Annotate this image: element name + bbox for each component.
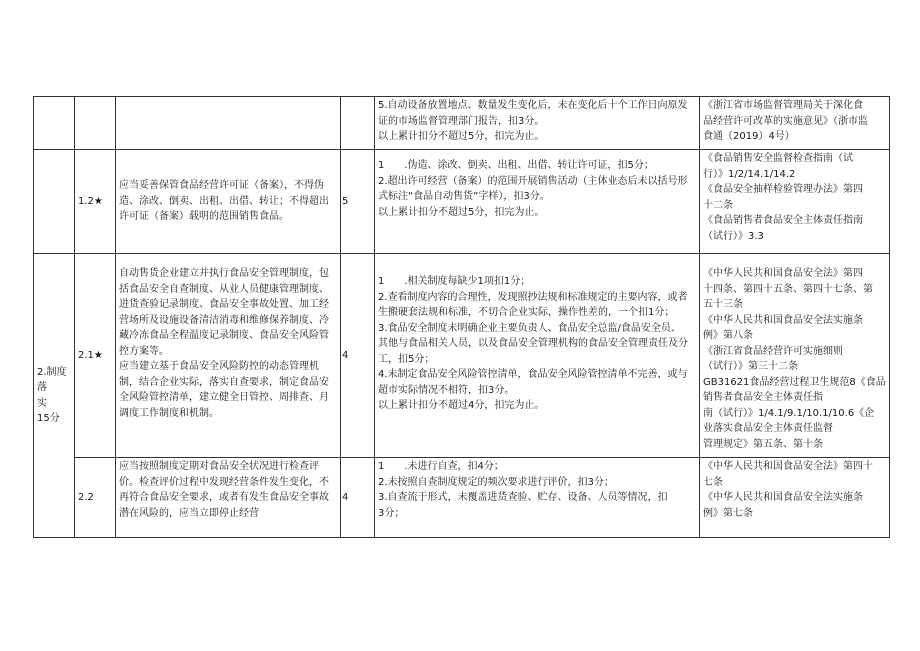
criteria-line: 价。检查评价过程中发现经营条件发生变化，不 [119,476,329,488]
criteria-line: 应当按照制度定期对食品安全状况进行检查评 [119,461,319,472]
criteria-line: 制，结合企业实际，落实自查要求，制定食品安 [119,376,329,388]
score-cell [341,458,375,538]
rule-line: 2.查看制度内容的合理性，发现照抄法规和标准规定的主要内容，或者 [378,291,688,303]
criteria-cell [116,97,341,150]
basis-line: 行）》1/2/14.1/14.2 [703,168,796,180]
basis-line: 《食品销售安全监督检查指南（试 [703,153,853,164]
basis-line: 七条 [703,476,723,488]
deduction-rules-cell [375,458,700,538]
basis-line: 南（试行）》1/4.1/9.1/10.1/10.6《企 [703,407,875,419]
criteria-line: 全风险管控清单，建立健全日管控、周排查、月 [119,392,329,403]
criteria-line: 应当妥善保管食品经营许可证（备案），不得伪 [119,180,324,192]
table-row [34,150,890,254]
item-number: 2.1★ [78,349,103,361]
legal-basis-cell [700,97,890,150]
criteria-cell [116,254,341,458]
basis-line: 《中华人民共和国食品安全法实施条 [703,492,863,503]
legal-basis-cell [700,150,890,254]
criteria-line: 自动售货企业建立并执行食品安全管理制度，包 [119,268,329,279]
score-value: 4 [342,349,349,361]
basis-line: 《中华人民共和国食品安全法》第四 [703,268,863,279]
basis-line: 食通（2019）4号） [703,131,795,142]
criteria-line: 许可证（备案）载明的范围销售食品。 [119,211,289,223]
criteria-line: 潜在风险的，应当立即停止经营 [119,507,259,519]
criteria-line: 再符合食品安全要求，或者有发生食品安全事故 [119,492,329,503]
item-number: 2.2 [78,491,94,503]
basis-line: 《食品销售者食品安全主体责任指南 [703,215,863,226]
category-score: 15分 [37,413,60,424]
score-cell [341,150,375,254]
rule-line: 超市实际情况不相符，扣3分。 [378,384,515,396]
rule-line: 3.食品安全制度未明确企业主要负责人、食品安全总监/食品安全员、 [378,322,681,334]
score-value: 5 [342,195,349,207]
basis-line: GB31621食品经营过程卫生规范8《食品 [703,376,886,388]
basis-line: 《中华人民共和国食品安全法实施条 [703,314,863,326]
rule-line: 3.自查流于形式，未覆盖进货查验、贮存、设备、人员等情况，扣 [378,492,668,503]
basis-line: 《中华人民共和国食品安全法》第四十 [703,461,873,472]
basis-line: 管理规定》第五条、第十条 [703,438,823,450]
deduction-rules-cell [375,150,700,254]
deduction-rules-cell [375,97,700,150]
basis-line: 业落实食品安全主体责任监督 [703,423,833,434]
inspection-standard-table [33,96,890,538]
basis-line: 例》第八条 [703,330,753,341]
rule-line: 2.未按照自查制度规定的频次要求进行评价，扣3分； [378,476,614,488]
rule-line: 4.未制定食品安全风险管控清单，食品安全风险管控清单不完善，或与 [378,369,688,380]
basis-line: 十四条、第四十五条、第四十七条、第 [703,283,873,295]
score-value: 4 [342,491,349,503]
basis-line: （试行）》3.3 [703,230,764,242]
rule-line: 5.自动设备放置地点、数量发生变化后，未在变化后十个工作日向原发 [378,100,688,111]
criteria-line: 括食品安全自查制度、从业人员健康管理制度、 [119,283,329,295]
criteria-line: 调度工作制度和机制。 [119,407,219,419]
criteria-line: 进货查验记录制度、食品安全事故处置、加工经 [119,299,329,310]
score-cell [341,254,375,458]
basis-line: 销售者食品安全主体责任指 [703,392,823,403]
basis-line: 五十三条 [703,299,743,310]
legal-basis-cell [700,458,890,538]
criteria-line: 控方案等。 [119,345,169,357]
basis-line: 《食品安全抽样检验管理办法》第四 [703,184,863,195]
rule-line: 1 .未进行自查，扣4分； [378,461,504,472]
basis-line: 品经营许可改革的实施意见》（浙市监 [703,115,868,127]
score-cell [341,97,375,150]
category-label: 实 [37,397,47,409]
rule-line: 2.超出许可经营（备案）的范围开展销售活动（主体业态后未以括号形 [378,175,688,187]
criteria-cell [116,458,341,538]
criteria-line: 造、涂改、倒卖、出租、出借、转让；不得超出 [119,195,329,207]
deduction-rules-cell [375,254,700,458]
item-number-cell [75,254,116,458]
rule-line: 工，扣5分； [378,353,435,365]
category-cell [34,150,75,254]
category-cell [34,254,75,538]
criteria-cell [116,150,341,254]
item-number-cell [75,97,116,150]
table-row [34,97,890,150]
rule-line: 1 .伪造、涂改、倒卖、出租、出借、转让许可证，扣5分； [378,160,654,171]
rule-line: 以上累计扣分不超过5分，扣完为止。 [378,206,545,218]
legal-basis-cell [700,254,890,458]
table-row [34,458,890,538]
item-number-cell [75,150,116,254]
item-number: 1.2★ [78,195,103,207]
criteria-line: 藏冷冻食品全程温度记录制度、食品安全风险管 [119,330,329,341]
basis-line: 十二条 [703,199,733,211]
criteria-line: 营场所及设施设备清洁消毒和维修保养制度、冷 [119,314,329,326]
rule-line: 证的市场监督管理部门报告，扣3分。 [378,115,545,127]
item-number-cell [75,458,116,538]
rule-line: 以上累计扣分不超过5分，扣完为止。 [378,131,545,142]
basis-line: 《浙江省食品经营许可实施细则 [703,345,843,357]
table-row [34,254,890,458]
rule-line: 其他与食品相关人员，以及食品安全管理机构的食品安全管理责任及分 [378,338,688,349]
basis-line: 《浙江省市场监督管理局关于深化食 [703,100,863,111]
rule-line: 3分； [378,507,405,519]
rule-line: 生搬硬套法规和标准，不切合企业实际，操作性差的，一个扣1分； [378,307,675,318]
rule-line: 1 .相关制度每缺少1项扣1分； [378,276,531,287]
rule-line: 式标注“食品自动售货”字样），扣3分。 [378,191,550,202]
criteria-line: 应当建立基于食品安全风险防控的动态管理机 [119,361,319,372]
rule-line: 以上累计扣分不超过4分，扣完为止。 [378,400,545,411]
basis-line: 例》第七条 [703,507,753,519]
category-cell [34,97,75,150]
basis-line: （试行）》第三十二条 [703,361,798,372]
category-label: 2.制度落 [37,366,67,393]
